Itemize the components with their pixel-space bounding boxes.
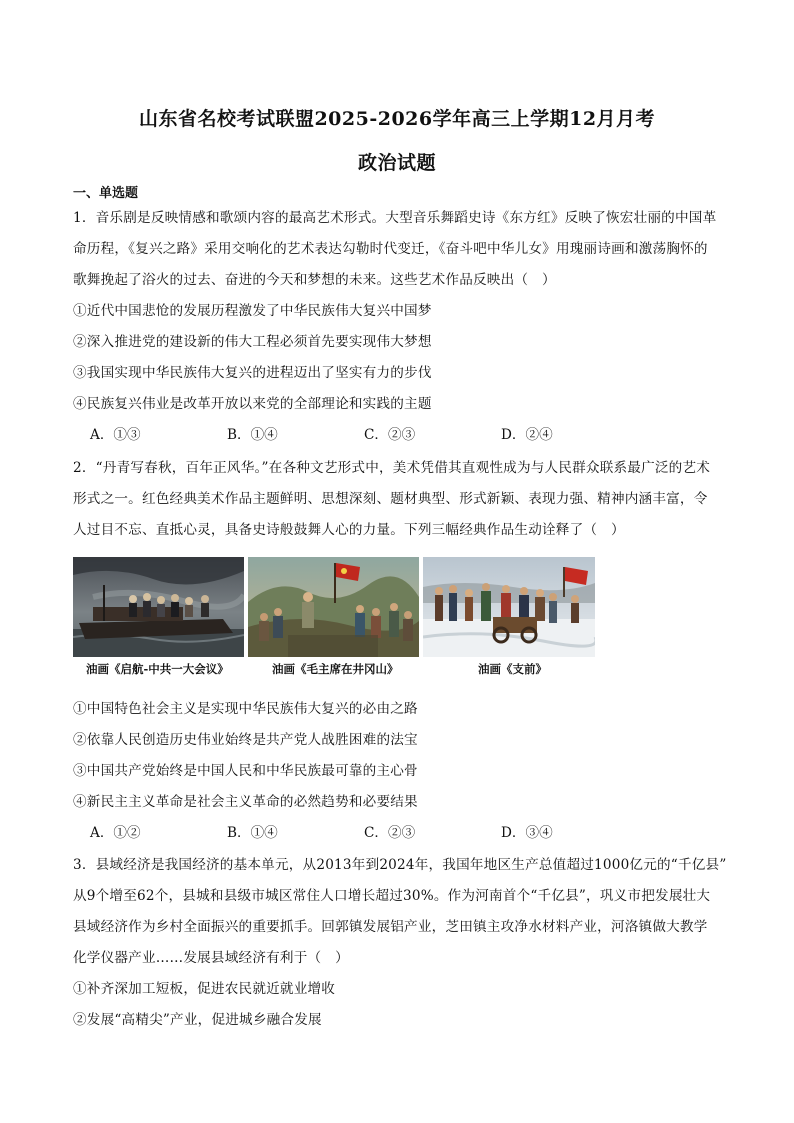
q2-item-2: ②依靠人民创造历史伟业始终是共产党人战胜困难的法宝 — [73, 732, 418, 748]
painting-zhiqian-image — [423, 557, 595, 657]
paintings-row — [73, 557, 603, 662]
caption-jinggangshan: 油画《毛主席在井冈山》 — [272, 662, 399, 676]
q2-item-1: ①中国特色社会主义是实现中华民族伟大复兴的必由之路 — [73, 701, 418, 717]
q2-option-b[interactable]: B．①④ — [227, 825, 278, 841]
q1-options — [90, 423, 638, 443]
q3-stem-line-3: 县域经济作为乡村全面振兴的重要抓手。回郭镇发展铝产业，芝田镇主攻净水材料产业，河洛镇做大教学 — [73, 919, 708, 935]
q1-option-d[interactable]: D．②④ — [501, 427, 553, 443]
q2-item-3: ③中国共产党始终是中国人民和中华民族最可靠的主心骨 — [73, 763, 418, 779]
q1-option-b[interactable]: B．①④ — [227, 427, 278, 443]
caption-qihang: 油画《启航-中共一大会议》 — [86, 662, 229, 676]
q1-stem-line-1: 1．音乐剧是反映情感和歌颂内容的最高艺术形式。大型音乐舞蹈史诗《东方红》反映了恢宏壮丽的中国革 — [73, 210, 717, 226]
q2-stem-line-3: 人过目不忘、直抵心灵，具备史诗般鼓舞人心的力量。下列三幅经典作品生动诠释了（ ） — [73, 522, 625, 538]
q3-stem-line-1: 3．县域经济是我国经济的基本单元，从2013年到2024年，我国年地区生产总值超过1000亿元的“千亿县” — [73, 857, 727, 873]
painting-jinggangshan-image — [248, 557, 419, 657]
painting-qihang-image — [73, 557, 244, 657]
q1-item-1: ①近代中国悲怆的发展历程激发了中华民族伟大复兴中国梦 — [73, 303, 432, 319]
q1-option-a[interactable]: A．①③ — [90, 427, 141, 443]
q3-stem-line-4: 化学仪器产业……发展县域经济有利于（ ） — [73, 950, 349, 966]
section-heading: 一、单选题 — [73, 186, 139, 201]
q2-stem-line-1: 2．“丹青写春秋，百年正风华。”在各种文艺形式中，美术凭借其直观性成为与人民群众联系最广泛的艺术 — [73, 460, 711, 476]
q2-item-4: ④新民主主义革命是社会主义革命的必然趋势和必要结果 — [73, 794, 418, 810]
q3-item-2: ②发展“高精尖”产业，促进城乡融合发展 — [73, 1012, 322, 1028]
q2-stem-line-2: 形式之一。红色经典美术作品主题鲜明、思想深刻、题材典型、形式新颖、表现力强、精神内涵丰富，令 — [73, 491, 708, 507]
q2-option-a[interactable]: A．①② — [90, 825, 141, 841]
q1-item-2: ②深入推进党的建设新的伟大工程必须首先要实现伟大梦想 — [73, 334, 432, 350]
q1-item-3: ③我国实现中华民族伟大复兴的进程迈出了坚实有力的步伐 — [73, 365, 432, 381]
q2-option-c[interactable]: C．②③ — [364, 825, 416, 841]
q2-options — [90, 821, 638, 841]
q3-item-1: ①补齐深加工短板，促进农民就近就业增收 — [73, 981, 336, 997]
q1-item-4: ④民族复兴伟业是改革开放以来党的全部理论和实践的主题 — [73, 396, 432, 412]
subject-title: 政治试题 — [357, 152, 436, 174]
q1-option-c[interactable]: C．②③ — [364, 427, 416, 443]
exam-title: 山东省名校考试联盟2025-2026学年高三上学期12月月考 — [138, 108, 656, 130]
q3-stem-line-2: 从9个增至62个，县城和县级市城区常住人口增长超过30%。作为河南首个“千亿县”，巩义市把发展壮大 — [73, 888, 711, 904]
q1-stem-line-3: 歌舞挽起了浴火的过去、奋进的今天和梦想的未来。这些艺术作品反映出（ ） — [73, 272, 556, 288]
caption-zhiqian: 油画《支前》 — [478, 662, 547, 676]
q2-option-d[interactable]: D．③④ — [501, 825, 553, 841]
q1-stem-line-2: 命历程，《复兴之路》采用交响化的艺术表达勾勒时代变迁，《奋斗吧中华儿女》用瑰丽诗画和激荡胸怀的 — [73, 241, 708, 257]
